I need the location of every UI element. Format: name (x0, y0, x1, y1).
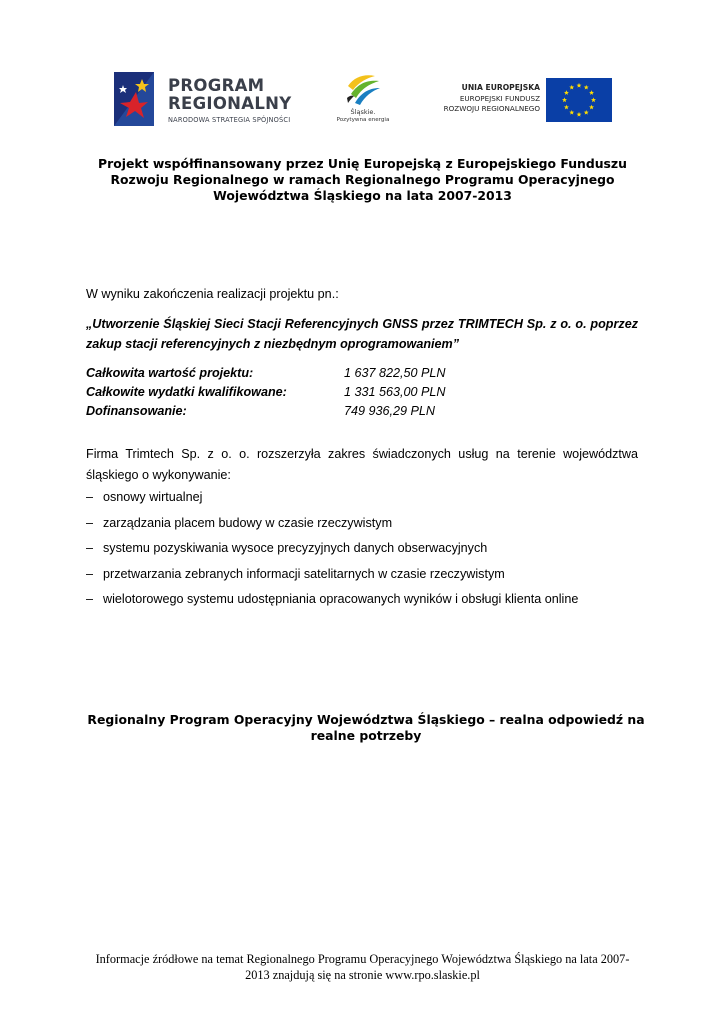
list-item-text: wielotorowego systemu udostępniania opracowanych wyników i obsługi klienta online (103, 592, 579, 607)
financial-value: 749 936,29 PLN (344, 404, 436, 418)
unia-line2: EUROPEJSKI FUNDUSZ (459, 94, 540, 103)
list-item (86, 516, 646, 542)
financial-value: 1 331 563,00 PLN (344, 385, 446, 399)
project-title: „Utworzenie Śląskiej Sieci Stacji Referencyjnych GNSS przez TRIMTECH Sp. z o. o. poprzez zakup stacji referencyjnych z niezbędnym oprogramowaniem” (86, 317, 638, 351)
firm-paragraph: Firma Trimtech Sp. z o. o. rozszerzyła zakres świadczonych usług na terenie województwa śląskiego o wykonywanie: (86, 447, 638, 482)
list-item-text: systemu pozyskiwania wysoce precyzyjnych danych obserwacyjnych (103, 541, 488, 556)
program-regionalny-emblem-icon (110, 66, 162, 130)
slaskie-logo (333, 72, 393, 132)
program-regionalny-logo (110, 66, 310, 130)
financial-label: Całkowita wartość projektu: (86, 366, 254, 380)
bullet-dash: – (86, 592, 94, 607)
financials-table (86, 364, 638, 421)
list-item-text: osnowy wirtualnej (103, 490, 203, 504)
unia-line1: UNIA EUROPEJSKA (461, 83, 540, 92)
list-item (86, 490, 646, 516)
list-item (86, 592, 646, 618)
lead-text: W wyniku zakończenia realizacji projektu pn.: (86, 287, 339, 301)
unia-europejska-logo (430, 78, 612, 124)
financial-row-eligible (86, 383, 638, 402)
bullet-dash: – (86, 541, 94, 556)
bullet-dash: – (86, 515, 94, 530)
financial-row-funding (86, 402, 638, 421)
program-regionalny-subtitle: NARODOWA STRATEGIA SPÓJNOŚCI (168, 116, 291, 124)
financial-label: Dofinansowanie: (86, 404, 187, 418)
services-list (86, 490, 646, 618)
eu-flag-icon (546, 78, 612, 122)
slaskie-line1: Śląskie. (350, 108, 376, 116)
slaskie-line2: Pozytywna energia (336, 117, 390, 123)
list-item-text: zarządzania placem budowy w czasie rzeczywistym (103, 515, 393, 530)
slaskie-swoosh-icon (345, 72, 381, 106)
financial-value: 1 637 822,50 PLN (344, 366, 446, 380)
logo-header (0, 62, 725, 132)
program-slogan: Regionalny Program Operacyjny Województwa Śląskiego – realna odpowiedź na realne potrzeby (87, 712, 645, 743)
list-item-text: przetwarzania zebranych informacji satelitarnych w czasie rzeczywistym (103, 566, 505, 581)
list-item (86, 567, 646, 593)
program-regionalny-line2: REGIONALNY (168, 94, 292, 113)
footer-note: Informacje źródłowe na temat Regionalnego Programu Operacyjnego Województwa Śląskiego na lata 2007-2013 znajdują się na stronie www.rpo.slaskie.pl (95, 952, 630, 982)
financial-row-total (86, 364, 638, 383)
list-item (86, 541, 646, 567)
unia-line3: ROZWOJU REGIONALNEGO (443, 104, 540, 113)
bullet-dash: – (86, 490, 94, 504)
cofinancing-heading: Projekt współfinansowany przez Unię Europejską z Europejskiego Funduszu Rozwoju Regionalnego w ramach Regionalnego Programu Operacyjnego Województwa Śląskiego na lata 2007-2013 (98, 156, 627, 203)
bullet-dash: – (86, 566, 94, 581)
program-regionalny-line1: PROGRAM (168, 76, 265, 95)
financial-label: Całkowite wydatki kwalifikowane: (86, 385, 287, 399)
